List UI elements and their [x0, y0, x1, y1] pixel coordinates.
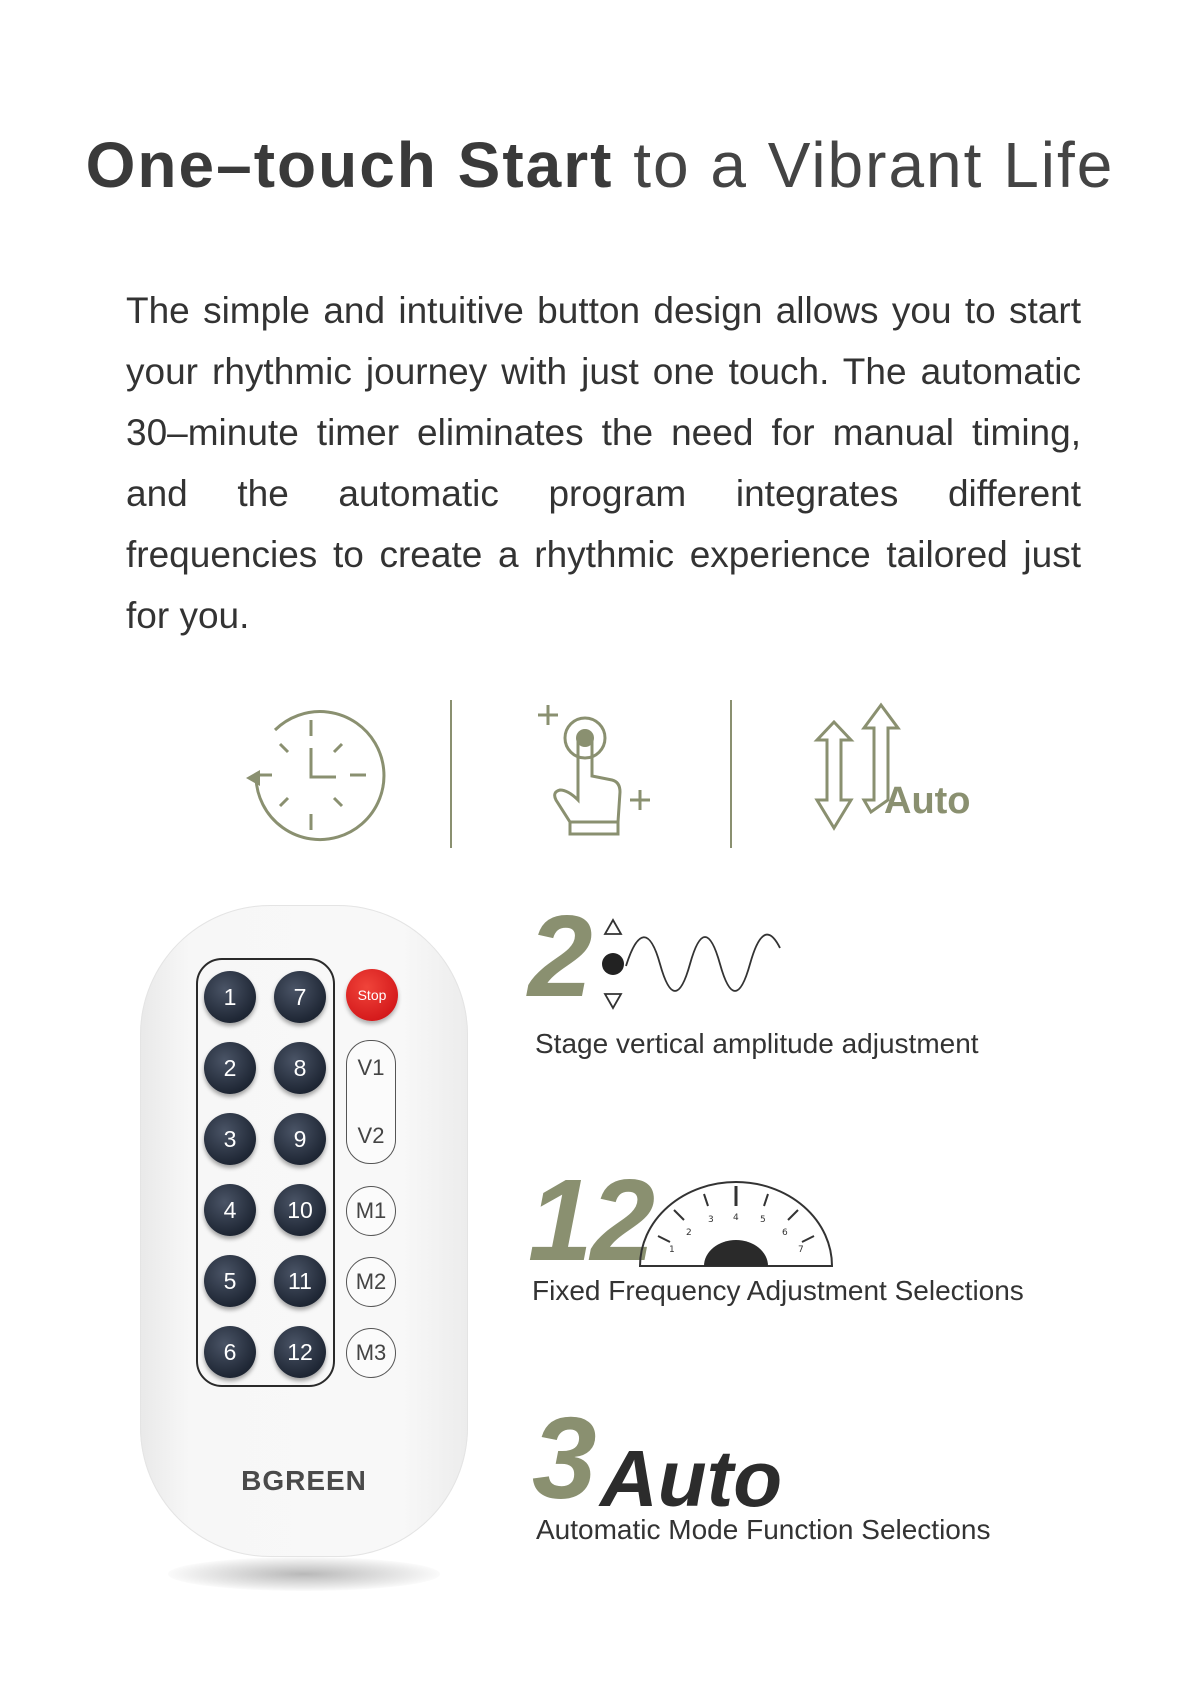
amplitude-wave-icon: [598, 918, 798, 1010]
remote-button-10[interactable]: 10: [274, 1184, 326, 1236]
page-headline: [0, 128, 1200, 202]
feature-2-number: 2: [528, 891, 591, 1021]
number-button-panel: [196, 958, 335, 1387]
headline-light: to a Vibrant Life: [633, 129, 1115, 201]
frequency-dial-icon: [636, 1180, 836, 1270]
remote-button-3[interactable]: 3: [204, 1113, 256, 1165]
remote-button-5[interactable]: 5: [204, 1255, 256, 1307]
feature-3-number: 3: [532, 1393, 595, 1523]
remote-button-4[interactable]: 4: [204, 1184, 256, 1236]
feature-3-auto-word: Auto: [600, 1434, 783, 1523]
remote-button-1[interactable]: 1: [204, 971, 256, 1023]
m3-button[interactable]: M3: [346, 1328, 396, 1378]
description-paragraph: The simple and intuitive button design allows you to start your rhythmic journey with just one touch. The automatic 30–minute timer eliminates the need for manual timing, and the automatic program integrates different frequencies to create a rhythmic experience tailored just for you.: [126, 290, 1081, 636]
remote-button-8[interactable]: 8: [274, 1042, 326, 1094]
remote-button-2[interactable]: 2: [204, 1042, 256, 1094]
remote-button-9[interactable]: 9: [274, 1113, 326, 1165]
timer-clock-icon: [236, 700, 386, 850]
dial-tick-1: 1: [669, 1245, 675, 1255]
feature-12-number: 12: [528, 1155, 654, 1285]
headline-bold: One–touch Start: [85, 129, 614, 201]
remote-shadow: [168, 1557, 440, 1591]
dial-tick-2: 2: [686, 1228, 692, 1238]
feature-3-label: Automatic Mode Function Selections: [536, 1514, 991, 1545]
dial-tick-3: 3: [708, 1215, 714, 1225]
remote-button-12[interactable]: 12: [274, 1326, 326, 1378]
feature-2-label: Stage vertical amplitude adjustment: [535, 1028, 979, 1059]
remote-button-6[interactable]: 6: [204, 1326, 256, 1378]
feature-12-label: Fixed Frequency Adjustment Selections: [532, 1275, 1024, 1306]
dial-tick-6: 6: [782, 1228, 788, 1238]
remote-brand-logo: BGREEN: [241, 1465, 367, 1496]
remote-button-11[interactable]: 11: [274, 1255, 326, 1307]
auto-icon-label: Auto: [884, 780, 971, 822]
m1-button[interactable]: M1: [346, 1186, 396, 1236]
icon-divider-2: [730, 700, 732, 848]
one-touch-hand-icon: [530, 700, 660, 840]
v1-label: V1: [357, 1055, 385, 1080]
remote-button-7[interactable]: 7: [274, 971, 326, 1023]
stop-button[interactable]: Stop: [346, 969, 398, 1021]
v2-label: V2: [357, 1123, 385, 1148]
dial-tick-5: 5: [760, 1215, 766, 1225]
m2-button[interactable]: M2: [346, 1257, 396, 1307]
v1-v2-rocker-button[interactable]: [346, 1040, 396, 1164]
dial-tick-4: 4: [733, 1213, 739, 1223]
remote-control: [140, 905, 468, 1557]
icon-divider-1: [450, 700, 452, 848]
dial-tick-7: 7: [798, 1245, 804, 1255]
